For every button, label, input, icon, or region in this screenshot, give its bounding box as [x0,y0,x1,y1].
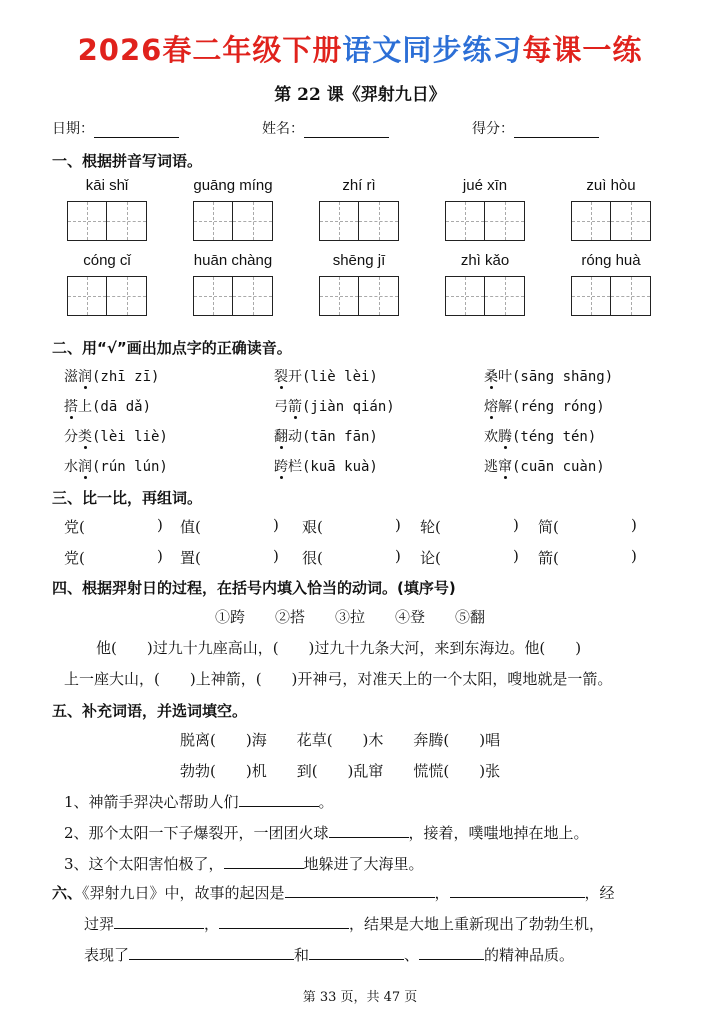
pinyin-options[interactable]: (liè lèi) [302,369,378,385]
word-chars: 翻动 [274,429,302,445]
close-paren: ) [395,547,401,565]
close-paren: ) [631,547,637,565]
verb-options: ①跨 ②搭 ③拉 ④登 ⑤翻 [215,608,486,626]
word-chars: 搭上 [64,399,92,415]
compare-word-blank[interactable]: 党( [64,549,85,567]
close-paren: ) [157,516,163,534]
s6-text-f: ，结果是大地上重新现出了勃勃生机， [349,915,605,933]
s6-text-d: 过羿 [84,915,115,933]
writing-grid[interactable] [571,201,651,241]
compare-word-blank[interactable]: 很( [302,549,323,567]
compare-word-blank[interactable]: 箭( [538,549,559,567]
word-chars: 水润 [64,459,92,475]
section6-label: 六、 [52,884,83,902]
pinyin-options[interactable]: (sāng shāng) [512,369,614,385]
q2-end: ，接着，噗嗤地掉在地上。 [408,824,589,842]
writing-grid[interactable] [319,276,399,316]
pronunciation-item[interactable] [274,396,395,416]
section6-line-1 [52,882,615,903]
section4-heading: 四、根据羿射日的过程，在括号内填入恰当的动词。(填序号) [52,579,456,597]
date-label: 日期： [52,121,94,137]
word-chars: 裂开 [274,369,302,385]
title-grade: 春二年级下册 [162,33,343,67]
pinyin-options[interactable]: (zhī zī) [92,369,160,385]
date-blank[interactable] [94,122,179,138]
name-label: 姓名： [262,121,304,137]
section1-heading: 一、根据拼音写词语。 [52,152,203,170]
pronunciation-item[interactable] [484,426,596,446]
compare-word-blank[interactable]: 轮( [420,518,441,536]
s6-text-a: 《羿射九日》中，故事的起因是 [82,884,285,902]
pronunciation-item[interactable] [484,396,605,416]
pronunciation-item[interactable] [64,396,151,416]
compare-word-blank[interactable]: 党( [64,518,85,536]
word-chars: 弓箭 [274,399,302,415]
score-blank[interactable] [514,122,599,138]
pinyin-options[interactable]: (réng róng) [512,399,605,415]
s6-text-h: 和 [294,946,310,964]
s6-text-b: ， [434,884,450,902]
compare-word-blank[interactable]: 简( [538,518,559,536]
q1-blank[interactable] [239,792,319,807]
pinyin-label: jué xīn [462,177,508,194]
pinyin-label: cóng cǐ [83,252,131,269]
word-chars: 欢腾 [484,429,512,445]
compare-word-blank[interactable]: 论( [420,549,441,567]
pronunciation-item[interactable] [484,456,605,476]
q3-blank[interactable] [224,854,304,869]
pronunciation-item[interactable] [64,426,168,446]
title-practice: 每课一练 [522,33,643,67]
quality-blank[interactable] [129,945,294,960]
s6-text-g: 表现了 [84,946,130,964]
writing-grid[interactable] [193,201,273,241]
pinyin-options[interactable]: (cuān cuàn) [512,459,605,475]
name-field[interactable] [262,118,389,138]
story-line-1: 他( )过九十九座高山，( )过九十九条大河，来到东海边。他( ) [96,639,582,657]
cause-blank[interactable] [285,883,435,898]
section5-heading: 五、补充词语，并选词填空。 [52,702,248,720]
compare-word-blank[interactable]: 值( [180,518,201,536]
word-chars: 滋润 [64,369,92,385]
section6-line-2 [84,913,604,934]
compare-word-blank[interactable]: 置( [180,549,201,567]
cause-blank-2[interactable] [450,883,585,898]
pronunciation-item[interactable] [274,456,378,476]
pinyin-label: róng huà [581,252,641,269]
close-paren: ) [631,516,637,534]
idiom-row-1: 脱离( )海 花草( )木 奔腾( )唱 [180,731,501,749]
pinyin-label: zhì kǎo [460,252,510,269]
q3-text: 3、这个太阳害怕极了， [64,855,224,873]
pronunciation-item[interactable] [484,366,613,386]
pinyin-options[interactable]: (lèi liè) [92,429,168,445]
process-blank[interactable] [114,914,204,929]
page-footer: 第 33 页，共 47 页 [302,990,418,1005]
word-chars: 跨栏 [274,459,302,475]
pinyin-label: kāi shǐ [85,177,129,194]
writing-grid[interactable] [319,201,399,241]
pinyin-label: huān chàng [193,252,273,269]
pinyin-options[interactable]: (dā dǎ) [92,399,152,415]
pinyin-label: zhí rì [342,177,376,194]
score-label: 得分： [472,121,514,137]
writing-grid[interactable] [571,276,651,316]
close-paren: ) [513,547,519,565]
q1-end: 。 [318,793,334,811]
close-paren: ) [395,516,401,534]
title-year: 2026 [77,33,163,67]
pinyin-options[interactable]: (jiàn qián) [302,399,395,415]
word-chars: 分类 [64,429,92,445]
word-chars: 熔解 [484,399,512,415]
word-chars: 逃窜 [484,459,512,475]
fill-question-2 [64,822,589,843]
close-paren: ) [273,516,279,534]
pinyin-label: zuì hòu [586,177,636,194]
writing-grid[interactable] [445,276,525,316]
pinyin-label: shēng jī [332,252,386,269]
pinyin-options[interactable]: (kuā kuà) [302,459,378,475]
writing-grid[interactable] [193,276,273,316]
pinyin-label: guāng míng [193,177,273,194]
pronunciation-item[interactable] [274,426,378,446]
pinyin-options[interactable]: (téng tén) [512,429,597,445]
pronunciation-item[interactable] [64,456,168,476]
q3-end: 地躲进了大海里。 [303,855,424,873]
writing-grid[interactable] [67,201,147,241]
close-paren: ) [273,547,279,565]
s6-text-j: 的精神品质。 [484,946,575,964]
compare-word-blank[interactable]: 艰( [302,518,323,536]
process-blank-2[interactable] [219,914,349,929]
story-line-2: 上一座大山，( )上神箭，( )开神弓，对准天上的一个太阳，嗖地就是一箭。 [64,670,613,688]
fill-question-3 [64,853,424,874]
fill-question-1 [64,791,334,812]
name-blank[interactable] [304,122,389,138]
s6-text-e: ， [204,915,220,933]
quality-blank-2[interactable] [309,945,404,960]
section6-line-3 [84,944,574,965]
worksheet-title [0,28,720,69]
date-field[interactable] [52,118,179,138]
title-subject: 语文同步练习 [342,33,523,67]
close-paren: ) [513,516,519,534]
q2-text: 2、那个太阳一下子爆裂开，一团团火球 [64,824,329,842]
writing-grid[interactable] [445,201,525,241]
word-chars: 桑叶 [484,369,512,385]
pinyin-options[interactable]: (rún lún) [92,459,168,475]
score-field[interactable] [472,118,599,138]
section2-heading: 二、用“√”画出加点字的正确读音。 [52,339,292,357]
pronunciation-item[interactable] [274,366,378,386]
q1-text: 1、神箭手羿决心帮助人们 [64,793,239,811]
pronunciation-item[interactable] [64,366,159,386]
quality-blank-3[interactable] [419,945,484,960]
s6-text-i: 、 [404,946,420,964]
section3-heading: 三、比一比，再组词。 [52,489,203,507]
q2-blank[interactable] [329,823,409,838]
lesson-title: 第 22 课《羿射九日》 [274,85,446,105]
idiom-row-2: 勃勃( )机 到( )乱窜 慌慌( )张 [180,762,501,780]
close-paren: ) [157,547,163,565]
pinyin-options[interactable]: (tān fān) [302,429,378,445]
writing-grid[interactable] [67,276,147,316]
s6-text-c: ，经 [584,884,615,902]
